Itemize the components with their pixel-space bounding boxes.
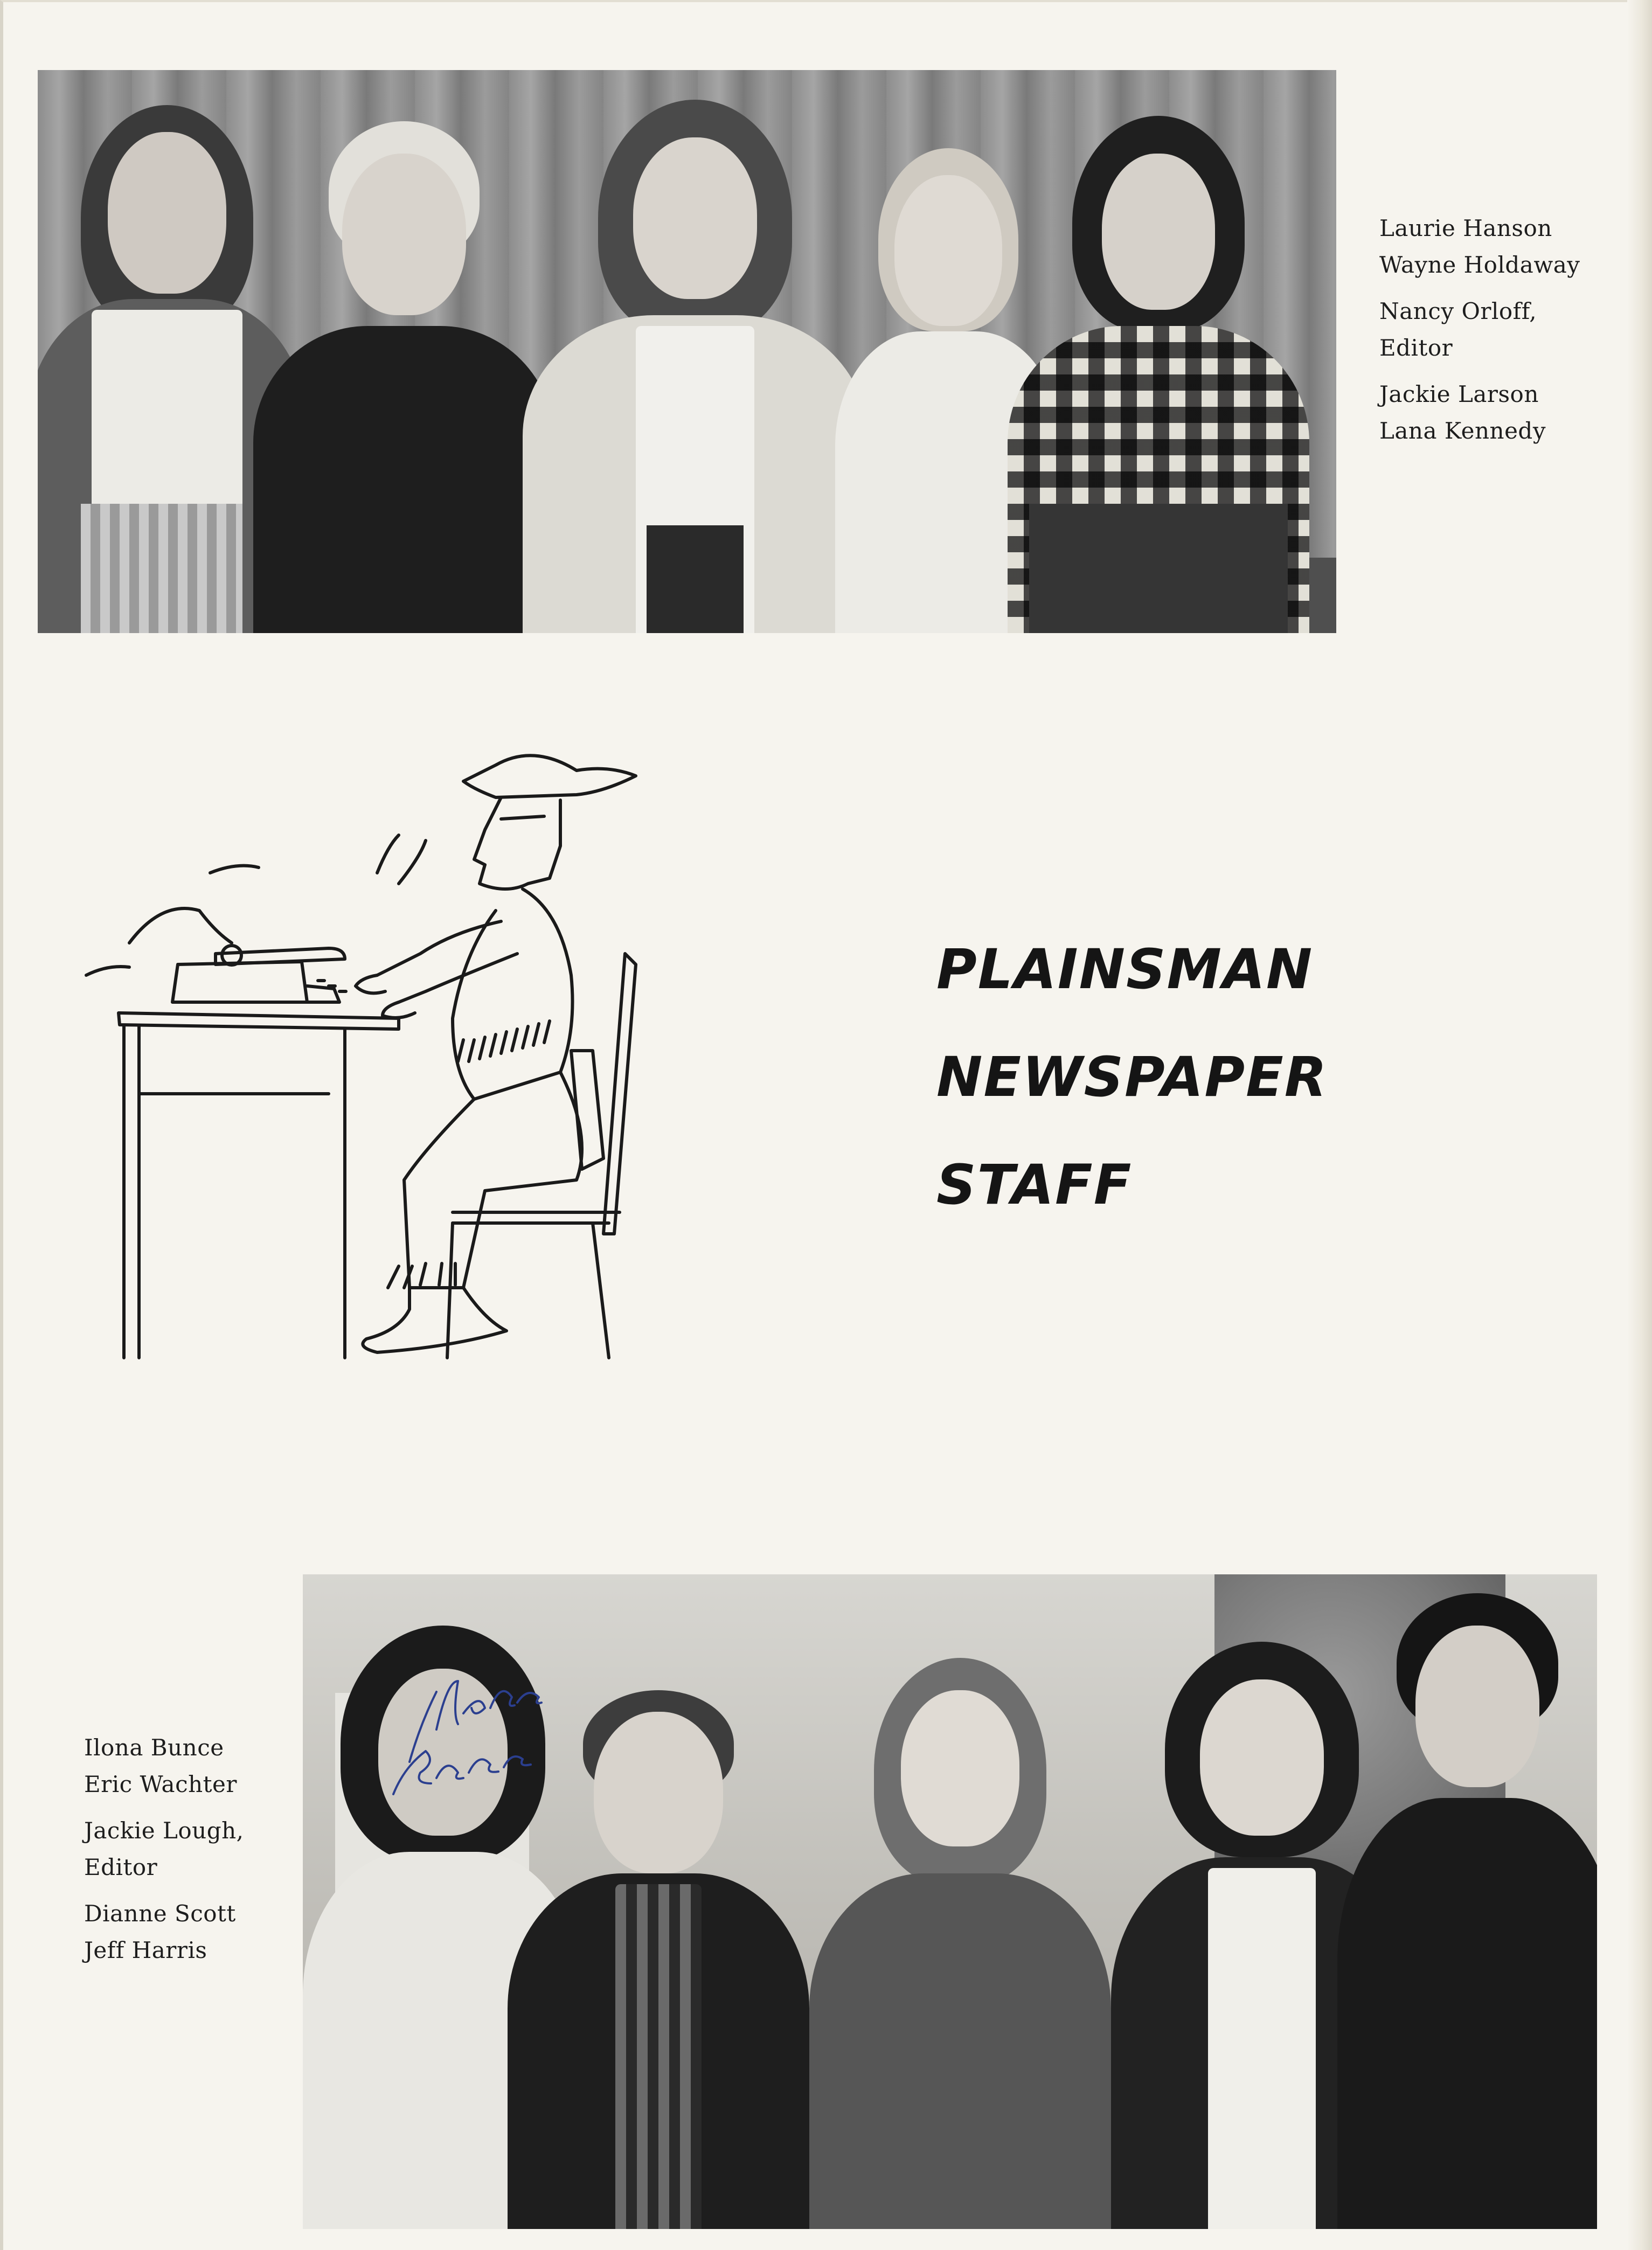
caption-name: Dianne Scott: [84, 1900, 236, 1927]
caption-name: Nancy Orloff,: [1379, 298, 1537, 324]
bottom-photo-caption: [84, 1730, 244, 1978]
person-silhouette: [253, 121, 555, 633]
ink-signature: [377, 1649, 555, 1810]
caption-group: [84, 1730, 244, 1803]
caption-name: Jackie Lough,: [84, 1817, 244, 1844]
title-line: NEWSPAPER: [936, 1045, 1328, 1109]
caption-name: Laurie Hanson: [1379, 215, 1552, 241]
person-silhouette: [1337, 1593, 1597, 2229]
top-staff-photo: [38, 70, 1336, 633]
person-silhouette: [523, 94, 867, 633]
title-line: PLAINSMAN: [936, 938, 1314, 1002]
title-line: STAFF: [936, 1153, 1133, 1217]
caption-role: Editor: [84, 1854, 158, 1880]
caption-name: Ilona Bunce: [84, 1734, 224, 1761]
top-photo-caption: [1379, 210, 1580, 459]
caption-group: [1379, 293, 1580, 366]
caption-name: Eric Wachter: [84, 1771, 237, 1797]
caption-name: Lana Kennedy: [1379, 418, 1546, 444]
caption-group: [84, 1895, 244, 1969]
page-fold-shadow: [1627, 0, 1652, 2250]
caption-name: Wayne Holdaway: [1379, 252, 1580, 278]
cowboy-typist-illustration: [75, 749, 657, 1369]
caption-group: [1379, 376, 1580, 449]
caption-role: Editor: [1379, 335, 1453, 361]
caption-group: [1379, 210, 1580, 283]
person-silhouette: [809, 1658, 1111, 2229]
person-silhouette: [1008, 116, 1309, 633]
caption-group: [84, 1813, 244, 1886]
caption-name: Jackie Larson: [1379, 381, 1539, 407]
caption-name: Jeff Harris: [84, 1937, 207, 1963]
page-title: [936, 916, 1328, 1239]
